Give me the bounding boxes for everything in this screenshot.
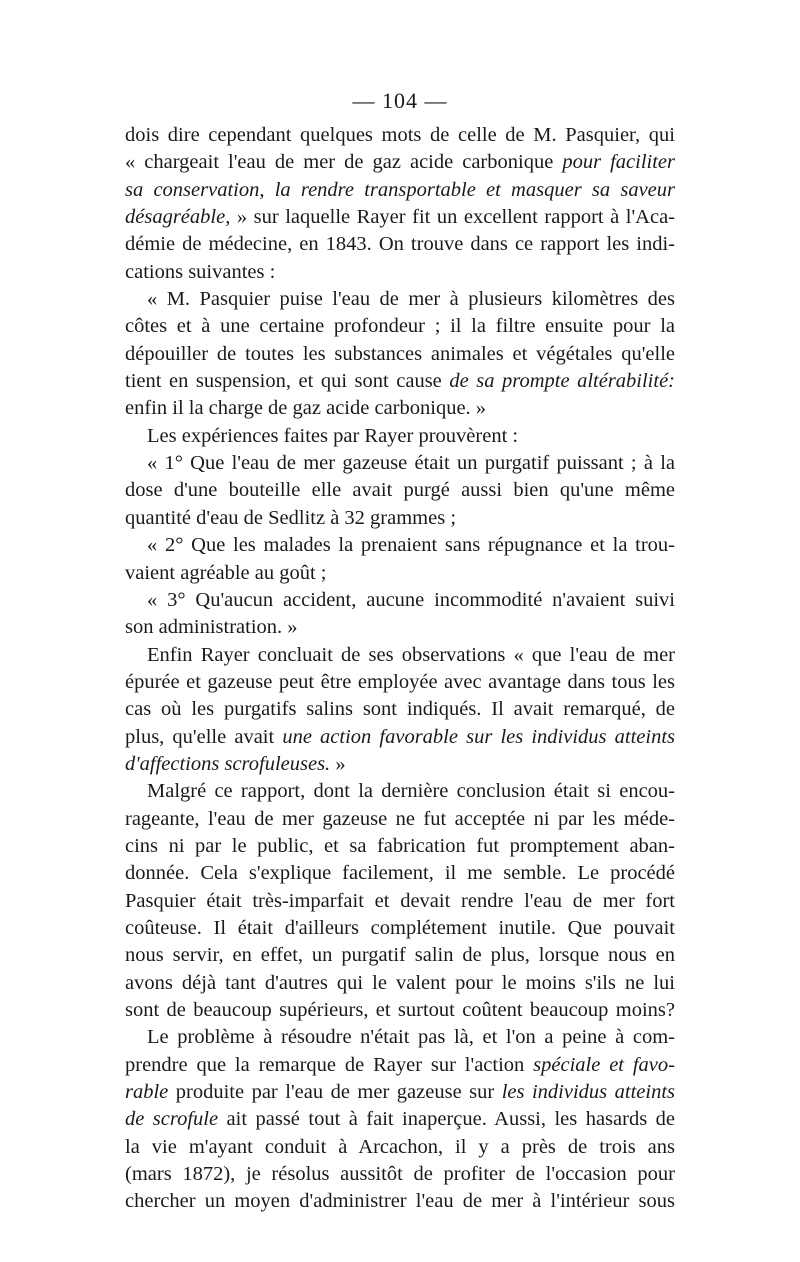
- text-segment: Pasquier était très-imparfait et devait rendre l'eau de mer fort: [125, 889, 675, 912]
- text-line: [125, 505, 675, 532]
- text-segment: coûteuse. Il était d'ailleurs complétement inutile. Que pouvait: [125, 916, 675, 939]
- text-line: [125, 915, 675, 942]
- text-segment: « chargeait l'eau de mer de gaz acide carbonique: [125, 151, 563, 174]
- text-segment: dépouiller de toutes les substances animales et végétales qu'elle: [125, 342, 675, 365]
- text-line: [125, 587, 675, 614]
- text-line: [125, 532, 675, 559]
- text-line: [125, 1079, 675, 1106]
- text-segment: » sur laquelle Rayer fit un excellent rapport à l'Aca-: [230, 206, 675, 229]
- text-line: [125, 341, 675, 368]
- text-line: [125, 1188, 675, 1215]
- text-segment: « 1° Que l'eau de mer gazeuse était un purgatif puissant ; à la: [147, 452, 675, 475]
- italic-text: désagréable,: [125, 206, 231, 229]
- text-line: [125, 642, 675, 669]
- text-segment: démie de médecine, en 1843. On trouve dans ce rapport les indi-: [125, 233, 675, 256]
- text-segment: cins ni par le public, et sa fabrication fut promptement aban-: [125, 834, 675, 857]
- text-line: [125, 231, 675, 258]
- italic-text: sa conservation, la rendre transportable et masquer sa saveur: [125, 178, 675, 201]
- text-segment: donnée. Cela s'explique facilement, il me semble. Le procédé: [125, 862, 675, 885]
- text-line: [125, 286, 675, 313]
- text-line: [125, 1052, 675, 1079]
- text-line: [125, 997, 675, 1024]
- text-line: [125, 778, 675, 805]
- text-segment: la vie m'ayant conduit à Arcachon, il y a près de trois ans: [125, 1135, 675, 1158]
- text-segment: avons déjà tant d'autres qui le valent pour le moins s'ils ne lui: [125, 971, 675, 994]
- text-line: [125, 614, 675, 641]
- text-segment: tient en suspension, et qui sont cause: [125, 370, 450, 393]
- italic-text: pour faciliter: [562, 151, 675, 174]
- text-segment: produite par l'eau de mer gazeuse sur: [168, 1081, 502, 1104]
- italic-text: les individus atteints: [501, 1081, 676, 1104]
- text-line: [125, 122, 675, 149]
- text-line: [125, 560, 675, 587]
- text-line: [125, 696, 675, 723]
- text-segment: plus, qu'elle avait: [125, 725, 283, 748]
- text-line: [125, 1134, 675, 1161]
- text-segment: Le problème à résoudre n'était pas là, et l'on a peine à com-: [147, 1026, 675, 1049]
- page-number: — 104 —: [352, 88, 448, 113]
- text-segment: rageante, l'eau de mer gazeuse ne fut acceptée ni par les méde-: [125, 807, 675, 830]
- italic-text: spéciale et favo-: [533, 1053, 675, 1076]
- text-segment: « M. Pasquier puise l'eau de mer à plusieurs kilomètres des: [147, 288, 675, 311]
- italic-text: de sa prompte altérabilité:: [449, 370, 675, 393]
- text-segment: (mars 1872), je résolus aussitôt de profiter de l'occasion pour: [125, 1163, 675, 1186]
- text-segment: sont de beaucoup supérieurs, et surtout coûtent beaucoup moins?: [125, 999, 675, 1021]
- text-line: [125, 724, 675, 751]
- italic-text: une action favorable sur les individus atteints: [282, 725, 675, 748]
- text-line: [125, 313, 675, 340]
- text-segment: quantité d'eau de Sedlitz à 32 grammes ;: [125, 506, 457, 529]
- text-segment: vaient agréable au goût ;: [125, 561, 327, 584]
- text-line: [125, 888, 675, 915]
- text-line: [125, 1161, 675, 1188]
- text-segment: prendre que la remarque de Rayer sur l'action: [125, 1053, 534, 1076]
- text-line: [125, 1024, 675, 1051]
- text-line: [125, 860, 675, 887]
- text-line: [125, 477, 675, 504]
- italic-text: d'affections scrofuleuses.: [125, 752, 331, 775]
- text-line: [125, 669, 675, 696]
- text-line: [125, 395, 675, 422]
- text-segment: épurée et gazeuse peut être employée avec avantage dans tous les: [125, 670, 675, 693]
- text-line: [125, 423, 675, 450]
- text-segment: enfin il la charge de gaz acide carbonique. »: [125, 397, 487, 420]
- text-line: [125, 1106, 675, 1133]
- text-segment: Les expériences faites par Rayer prouvèrent :: [147, 424, 519, 447]
- text-line: [125, 942, 675, 969]
- text-segment: « 2° Que les malades la prenaient sans répugnance et la trou-: [147, 534, 675, 557]
- text-segment: chercher un moyen d'administrer l'eau de mer à l'intérieur sous: [125, 1190, 675, 1213]
- italic-text: rable: [125, 1081, 169, 1104]
- text-line: [125, 177, 675, 204]
- text-line: [125, 368, 675, 395]
- text-segment: Malgré ce rapport, dont la dernière conclusion était si encou-: [147, 780, 675, 803]
- text-line: [125, 450, 675, 477]
- text-segment: cations suivantes :: [125, 260, 276, 283]
- italic-text: de scrofule: [125, 1108, 219, 1131]
- text-line: [125, 833, 675, 860]
- text-segment: nous servir, en effet, un purgatif salin de plus, lorsque nous en: [125, 944, 675, 967]
- text-line: [125, 259, 675, 286]
- text-line: [125, 149, 675, 176]
- text-segment: ait passé tout à fait inaperçue. Aussi, les hasards de: [218, 1108, 675, 1131]
- text-segment: Enfin Rayer concluait de ses observations « que l'eau de mer: [147, 643, 675, 666]
- text-line: [125, 751, 675, 778]
- text-line: [125, 204, 675, 231]
- text-segment: « 3° Qu'aucun accident, aucune incommodité n'avaient suivi: [147, 588, 675, 611]
- text-segment: dose d'une bouteille elle avait purgé aussi bien qu'une même: [125, 479, 675, 502]
- body-text: [125, 122, 675, 1216]
- text-segment: »: [330, 752, 346, 775]
- text-segment: côtes et à une certaine profondeur ; il la filtre ensuite pour la: [125, 315, 675, 338]
- text-line: [125, 970, 675, 997]
- text-segment: son administration. »: [125, 616, 298, 639]
- text-segment: cas où les purgatifs salins sont indiqués. Il avait remarqué, de: [125, 698, 675, 721]
- text-segment: dois dire cependant quelques mots de celle de M. Pasquier, qui: [125, 124, 675, 146]
- text-line: [125, 806, 675, 833]
